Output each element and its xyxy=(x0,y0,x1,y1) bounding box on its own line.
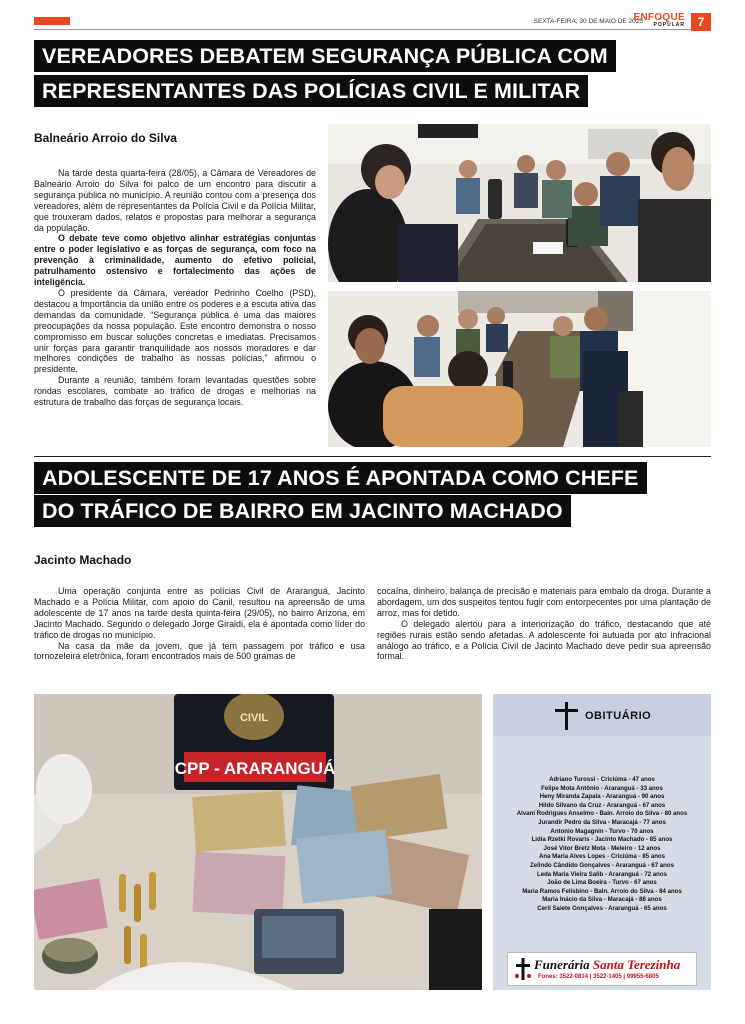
obituary-entry: João de Lima Boeira - Turvo - 67 anos xyxy=(547,879,657,887)
obituary-header xyxy=(493,694,711,736)
article2-headline-line1: ADOLESCENTE DE 17 ANOS É APONTADA COMO CHEFE xyxy=(34,462,647,494)
cross-icon xyxy=(565,702,568,730)
seizure-photo xyxy=(34,694,482,990)
obituary-list xyxy=(493,776,711,914)
cross-icon-bar xyxy=(555,709,578,712)
funeral-home-name xyxy=(534,957,680,973)
seizure-photo-image xyxy=(34,694,482,990)
obituary-entry: Hildo Silvano da Cruz - Araranguá - 67 anos xyxy=(538,801,666,809)
brand-sub: POPULAR xyxy=(653,22,685,28)
article2-body-col2 xyxy=(377,586,711,662)
article2-body-col1 xyxy=(34,586,365,662)
brand-main: ENFOQUE xyxy=(633,12,685,23)
obituary-entry: Lidia Rzetki Rovaris - Jacinto Machado - 85 anos xyxy=(531,836,673,844)
obituary-title: OBITUÁRIO xyxy=(585,710,652,722)
header-rule xyxy=(34,29,711,30)
obituary-entry: Ceril Saiete Gonçalves - Araranguá - 65 anos xyxy=(537,904,667,912)
obituary-entry: Heny Miranda Zapala - Araranguá - 90 anos xyxy=(539,793,665,801)
article1-location: Balneário Arroio do Silva xyxy=(34,131,177,145)
article2-paragraph: cocaína, dinheiro, balança de precisão e materiais para embalo da droga. Durante a abordagem, um dos suspeitos tentou fugir com entorpecentes por uma plantação de arroz, mas foi detido. xyxy=(377,586,711,618)
funeral-home-prefix: Funerária xyxy=(534,957,593,972)
obituary-entry: José Vitor Bretz Mota - Meleiro - 12 anos xyxy=(543,844,661,852)
article1-headline-line1: VEREADORES DEBATEM SEGURANÇA PÚBLICA COM xyxy=(34,40,616,72)
obituary-entry: Maria Ramos Felisbino - Baln. Arroio do Silva - 84 anos xyxy=(522,887,682,895)
article1-paragraph-bold: O debate teve como objetivo alinhar estratégias conjuntas entre o poder legislativo e as forças de segurança, com foco na prevenção à criminalidade, aumento do efetivo policial, patrulhamento ostensivo e fortalecimento das ações de inteligência. xyxy=(34,233,316,288)
obituary-box xyxy=(493,694,711,990)
article1-paragraph: O presidente da Câmara, vereador Pedrinho Coelho (PSD), destacou a importância da união entre os poderes e a escuta ativa das demandas da comunidade. “Segurança pública é uma das maiores preocupações da nossa população. Este encontro demonstra o nosso compromisso em buscar soluções concretas e imediatas. Precisamos unir forças para garantir tranquilidade aos nossos moradores e dar melhores condições de trabalho às nossas polícias,” afirmou o presidente. xyxy=(34,287,316,375)
obituary-entry: Adriano Turossi - Criciúma - 47 anos xyxy=(549,776,655,783)
funeral-home-ad xyxy=(507,952,697,986)
issue-date: SEXTA-FEIRA, 30 DE MAIO DE 2025 xyxy=(533,18,643,25)
funeral-home-logo-icon xyxy=(513,956,533,982)
photo-sign-text: CPP - ARARANGUÁ xyxy=(174,759,336,778)
funeral-home-phones: Fones: 3522-0814 | 3522-1405 | 99955-6805 xyxy=(538,974,659,980)
article1-body xyxy=(34,168,316,408)
meeting-photo-2 xyxy=(328,291,711,447)
meeting-photo-2-image xyxy=(328,291,711,447)
article2-paragraph: Uma operação conjunta entre as polícias Civil de Araranguá, Jacinto Machado e a Polícia Militar, com apoio do Canil, resultou na apreensão de uma adolescente de 17 anos na tarde desta quinta-feira (29/05), no bairro Arizona, em Jacinto Machado. Segundo o delegado Jorge Giraldi, ela é apontada como líder do tráfico de drogas no município. xyxy=(34,586,365,640)
obituary-entry: Leda Maria Vieira Salib - Araranguá - 72 anos xyxy=(536,870,668,878)
article1-paragraph: Na tarde desta quarta-feira (28/05), a Câmara de Vereadores de Balneário Arroio do Silva foi palco de um encontro para discutir a segurança pública no município. A reunião contou com a presença dos vereadores, além de representantes da Polícia Civil e da Polícia Militar, que trouxeram dados, relatos e propostas para melhorar a segurança da população. xyxy=(34,168,316,233)
brand-logo xyxy=(633,13,685,28)
article2-location: Jacinto Machado xyxy=(34,553,132,567)
meeting-photo-1 xyxy=(328,124,711,282)
article1-headline-line2: REPRESENTANTES DAS POLÍCIAS CIVIL E MILITAR xyxy=(34,75,588,107)
obituary-entry: Ana Maria Alves Lopes - Criciúma - 85 anos xyxy=(538,853,666,861)
badge-text: CIVIL xyxy=(239,712,269,724)
obituary-entry: Jurandir Pedro da Silva - Maracajá - 77 anos xyxy=(538,818,666,826)
article1-paragraph: Durante a reunião, também foram levantadas questões sobre rondas escolares, combate ao tráfico de drogas e melhorias na estrutura de trabalho das forças de segurança locais. xyxy=(34,375,316,408)
obituary-entry: Maria Inácio da Silva - Maracajá - 88 anos xyxy=(542,896,662,904)
article2-paragraph: O delegado alertou para a interiorização do tráfico, destacando que até regiões rurais estão sendo afetadas. A adolescente foi autuada por ato infracional análogo ao tráfico, e a Polícia Civil de Jacinto Machado deve pedir sua apreensão formal. xyxy=(377,618,711,662)
obituary-entry: Felipe Mota Antônio - Araranguá - 33 anos xyxy=(541,784,663,792)
obituary-entry: Zelindo Cândido Gonçalves - Araranguá - 67 anos xyxy=(529,861,675,869)
article2-paragraph: Na casa da mãe da jovem, que já tem passagem por tráfico e usa tornozeleira eletrônica, foram encontrados mais de 500 gramas de xyxy=(34,640,365,662)
article2-headline-line2: DO TRÁFICO DE BAIRRO EM JACINTO MACHADO xyxy=(34,495,571,527)
obituary-entry: Antonio Magagnin - Turvo - 70 anos xyxy=(550,827,654,835)
funeral-home-name-accent: Santa Terezinha xyxy=(592,957,681,972)
obituary-entry: Alvani Rodrigues Anselmo - Baln. Arroio do Silva - 80 anos xyxy=(516,810,688,818)
meeting-photo-1-image xyxy=(328,124,711,282)
section-divider xyxy=(34,456,711,457)
page-number: 7 xyxy=(691,13,711,31)
header-accent-bar xyxy=(34,17,70,25)
